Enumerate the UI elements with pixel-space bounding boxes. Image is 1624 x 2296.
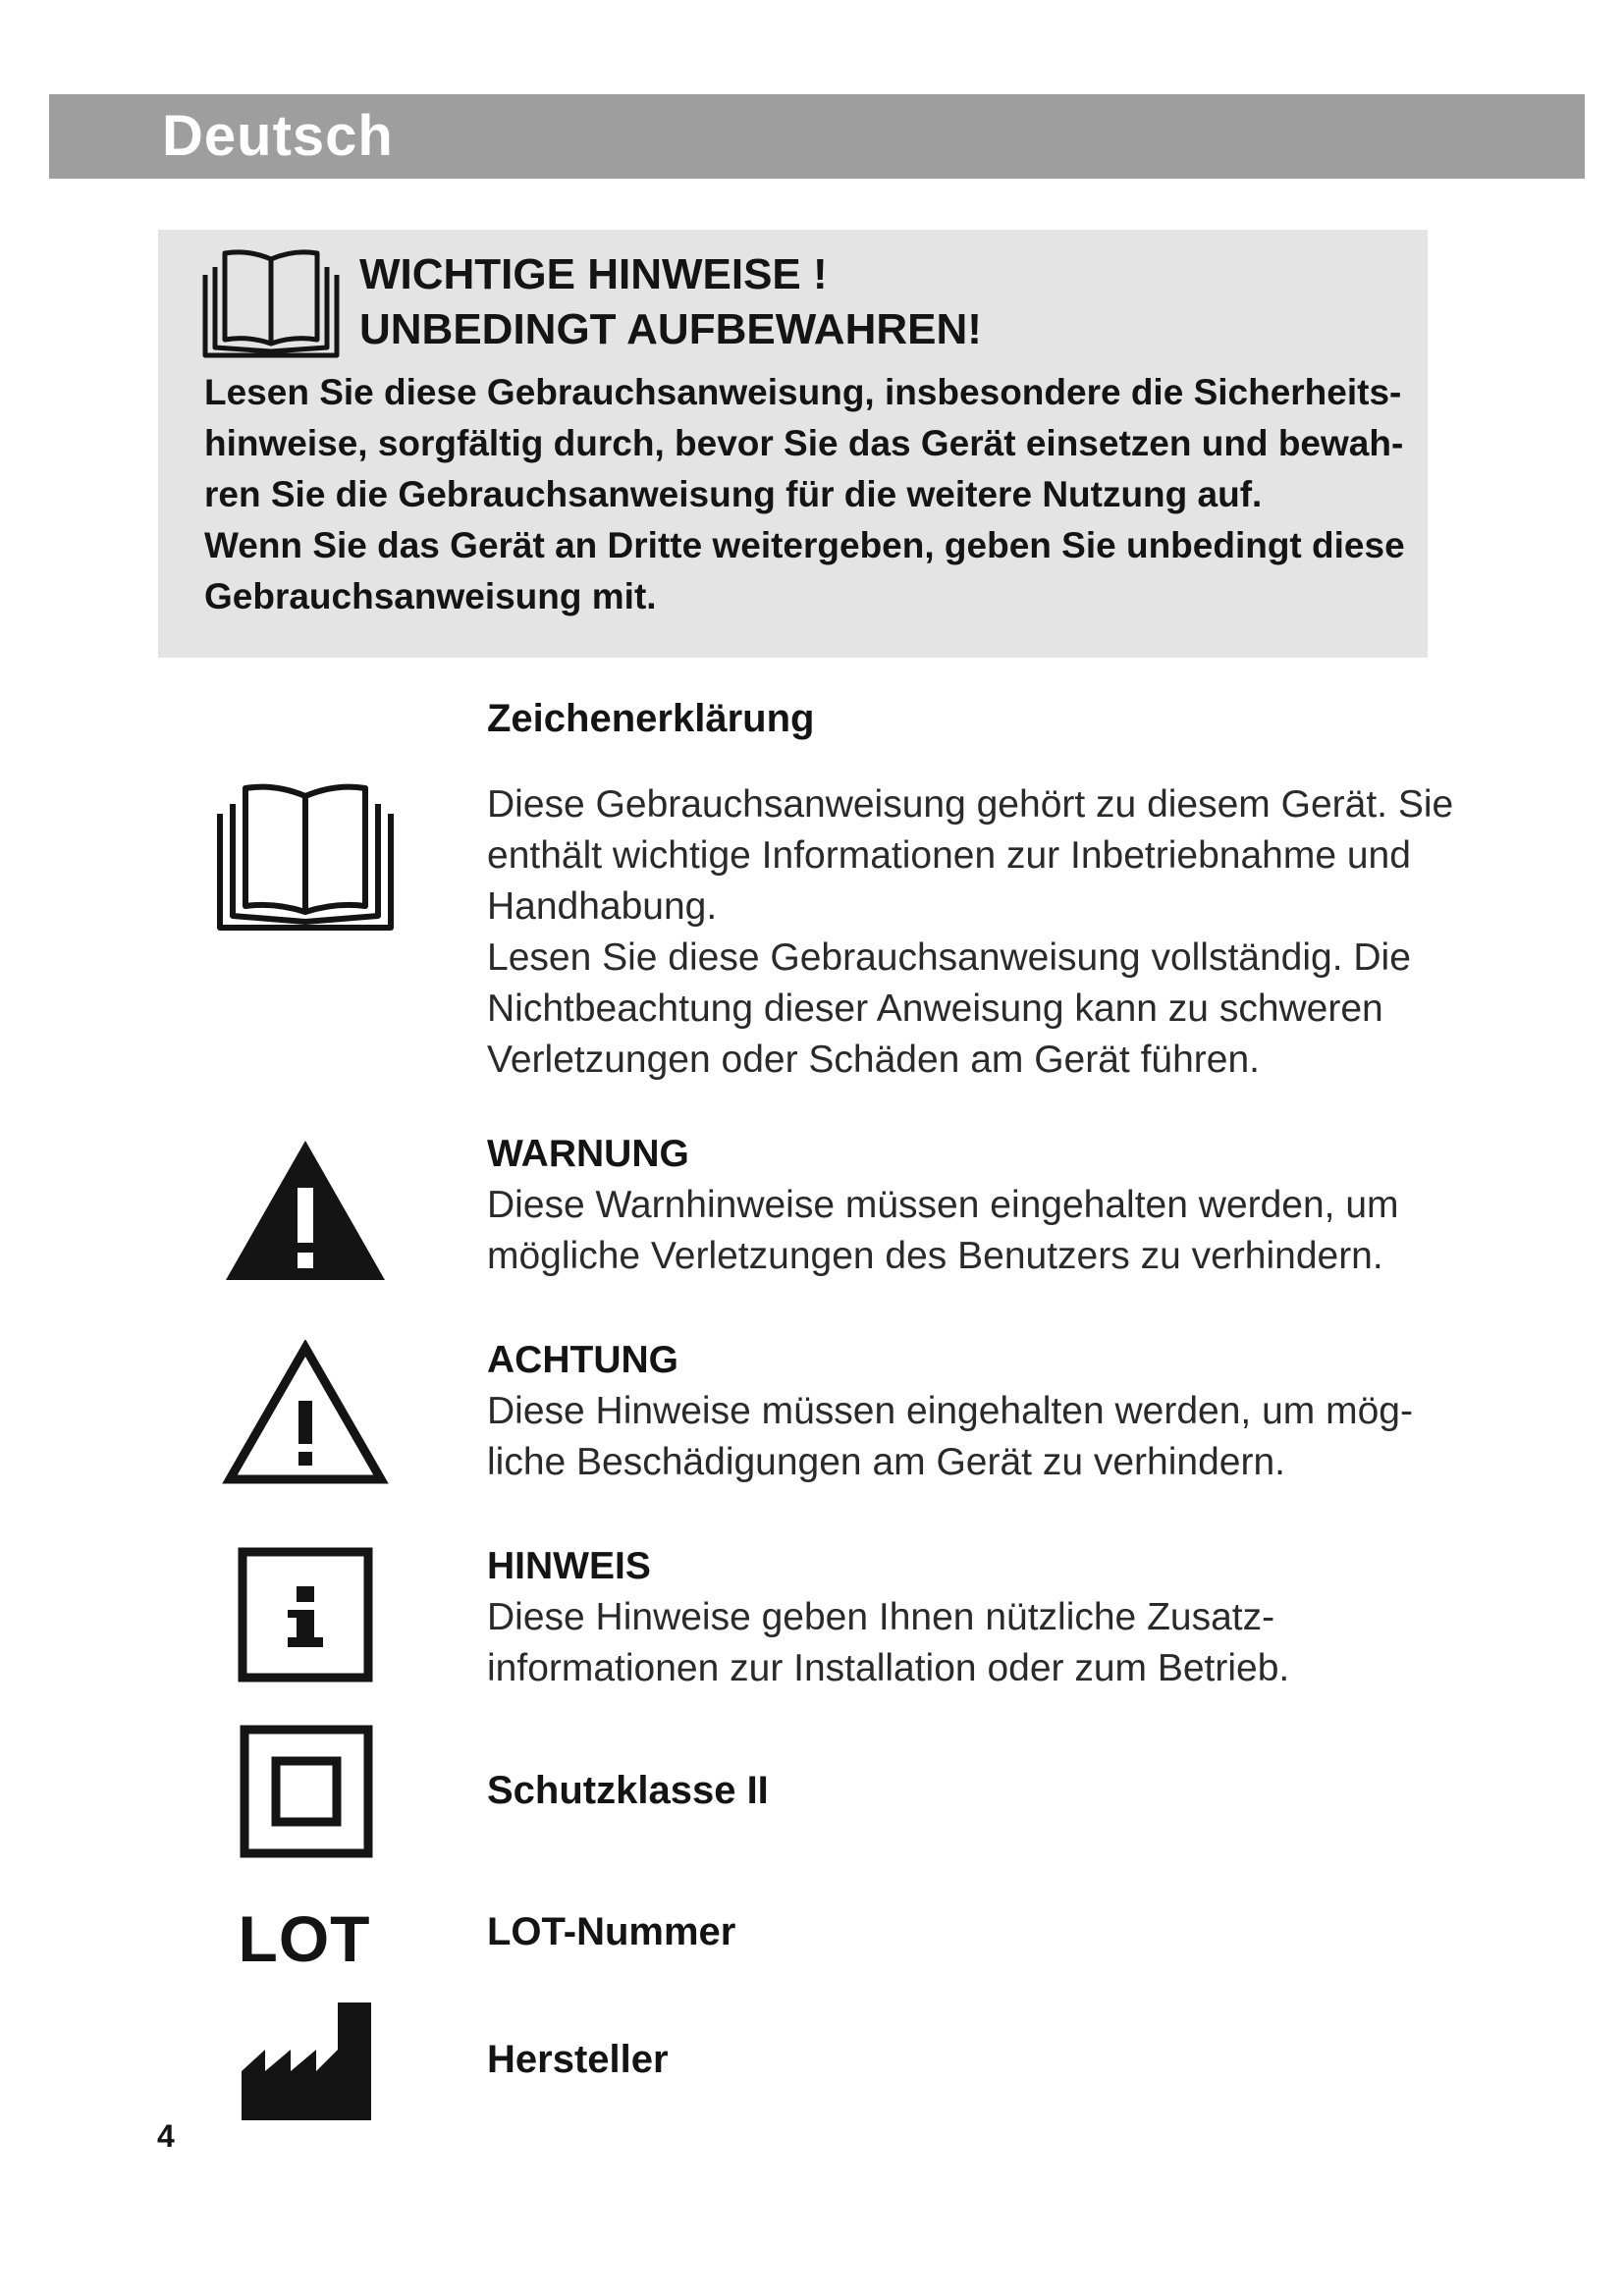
notice-text-line: Lesen Sie diese Gebrauchsanweisung, insbesondere die Sicherheits- <box>204 372 1402 412</box>
caution-description-line: liche Beschädigungen am Gerät zu verhindern. <box>487 1441 1285 1483</box>
notice-text-line: Wenn Sie das Gerät an Dritte weitergeben, geben Sie unbedingt diese <box>204 525 1405 565</box>
notice-text-line: ren Sie die Gebrauchsanweisung für die weitere Nutzung auf. <box>204 474 1263 514</box>
open-book-icon <box>214 780 397 934</box>
warning-description-line: Diese Warnhinweise müssen eingehalten werden, um <box>487 1184 1399 1226</box>
manual-description <box>487 779 1469 1086</box>
lot-icon-text: LOT <box>238 1902 371 1971</box>
note-description-line: informationen zur Installation oder zum Betrieb. <box>487 1647 1290 1689</box>
warning-filled-triangle-icon <box>222 1137 389 1284</box>
caution-heading: ACHTUNG <box>487 1339 678 1381</box>
language-label: Deutsch <box>162 104 394 168</box>
protection-class-ii-icon <box>240 1725 373 1858</box>
notice-text-line: Gebrauchsanweisung mit. <box>204 576 657 616</box>
manual-description-line: Handhabung. <box>487 885 718 928</box>
notice-text-line: hinweise, sorgfältig durch, bevor Sie das Gerät einsetzen und bewah- <box>204 423 1404 463</box>
page-number: 4 <box>157 2118 175 2154</box>
manufacturer-factory-icon <box>240 2001 373 2122</box>
caution-description-line: Diese Hinweise müssen eingehalten werden, um mög- <box>487 1390 1413 1432</box>
manual-description-line: enthält wichtige Informationen zur Inbetriebnahme und <box>487 834 1411 877</box>
manual-description-line: Nichtbeachtung dieser Anweisung kann zu schweren <box>487 988 1383 1030</box>
open-book-icon <box>197 245 345 363</box>
notice-text <box>204 367 1432 622</box>
legend-title: Zeichenerklärung <box>487 697 815 740</box>
language-header-bar <box>49 94 1585 179</box>
manual-description-line: Lesen Sie diese Gebrauchsanweisung vollständig. Die <box>487 936 1411 979</box>
protection-class-label: Schutzklasse II <box>487 1769 769 1812</box>
warning-description-line: mögliche Verletzungen des Benutzers zu verhindern. <box>487 1235 1383 1277</box>
notice-heading-line: WICHTIGE HINWEISE ! <box>359 250 828 298</box>
manual-description-line: Verletzungen oder Schäden am Gerät führen. <box>487 1039 1261 1081</box>
manufacturer-label: Hersteller <box>487 2038 669 2081</box>
important-notice-box <box>158 230 1428 658</box>
caution-outline-triangle-icon <box>222 1340 389 1487</box>
caution-description <box>487 1335 1469 1488</box>
note-heading: HINWEIS <box>487 1545 651 1587</box>
warning-description <box>487 1129 1469 1282</box>
lot-icon <box>236 1902 373 1971</box>
warning-heading: WARNUNG <box>487 1133 689 1175</box>
note-description-line: Diese Hinweise geben Ihnen nützliche Zusatz- <box>487 1596 1275 1638</box>
note-description <box>487 1541 1469 1694</box>
notice-heading <box>359 247 982 357</box>
lot-label: LOT-Nummer <box>487 1910 736 1953</box>
manual-description-line: Diese Gebrauchsanweisung gehört zu diesem Gerät. Sie <box>487 783 1454 826</box>
info-box-icon <box>238 1547 373 1682</box>
notice-heading-line: UNBEDINGT AUFBEWAHREN! <box>359 305 982 353</box>
